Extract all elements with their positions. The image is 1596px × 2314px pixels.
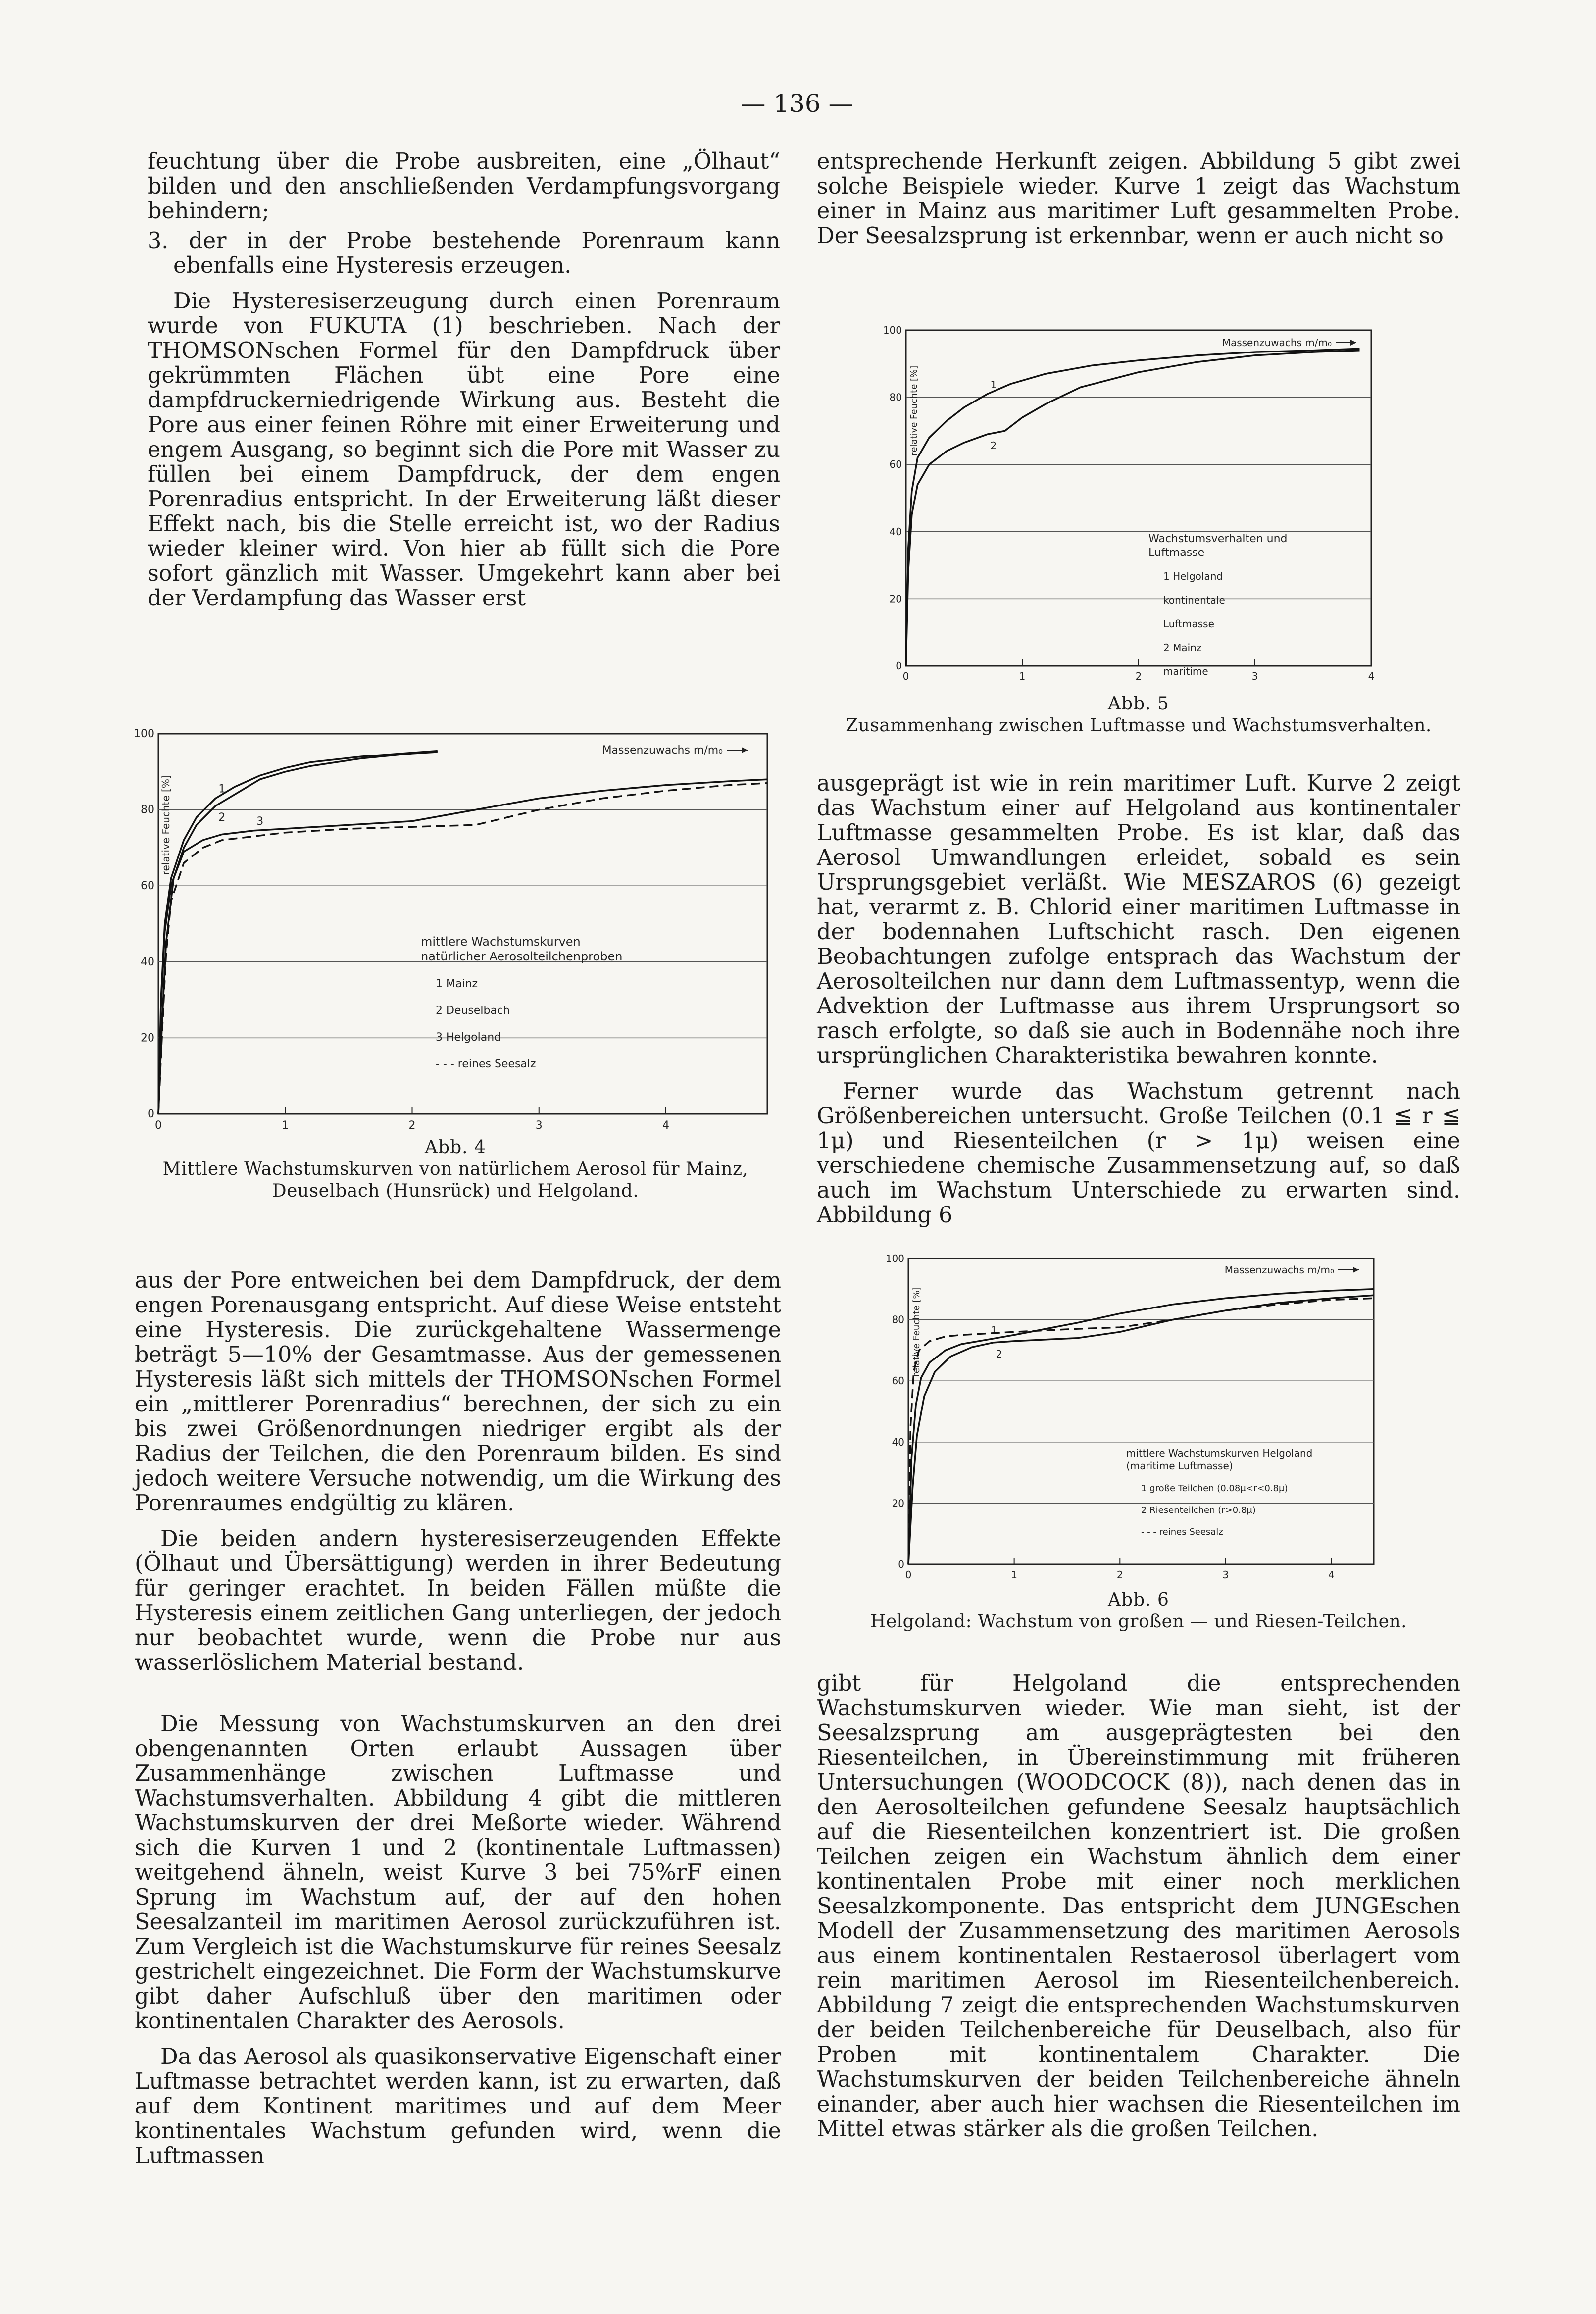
- x-tick-label: 0: [902, 670, 909, 682]
- legend-entry: kontinentale: [1163, 594, 1225, 606]
- y-tick-label: 20: [892, 1497, 904, 1509]
- paragraph: ausgeprägt ist wie in rein maritimer Luft. Kurve 2 zeigt das Wachstum einer auf Helgoland aus kontinentaler Luftmasse gesammelten Probe. Es ist klar, daß das Aerosol Umwandlungen erleidet, sobald es sein Ursprungsgebiet verläßt. Wie MESZAROS (6) gezeigt hat, verarmt z. B. Chlorid einer maritimen Luftmasse in der bodennahen Luftschicht rasch. Den eigenen Beobachtungen zufolge entsprach das Wachstum der Aerosolteilchen nur dann dem Luftmassentyp, wenn die Advektion der Luftmasse aus ihrem Ursprungsort so rasch erfolgte, so daß sie auch in Bodennähe noch ihre ursprünglichen Charakteristika bewahren konnte.: [817, 771, 1460, 1068]
- figure-abb6: [885, 1253, 1384, 1584]
- x-axis-arrowhead: [1350, 340, 1356, 346]
- y-tick-label: 20: [889, 593, 902, 605]
- y-tick-label: 100: [883, 324, 902, 336]
- legend-entry: - - - reines Seesalz: [1141, 1527, 1223, 1537]
- legend-entry: 2 Mainz: [1163, 642, 1202, 654]
- y-tick-label: 20: [141, 1032, 154, 1045]
- series-label: 1: [991, 1324, 997, 1336]
- x-tick-label: 1: [282, 1119, 289, 1132]
- y-tick-label: 60: [141, 880, 154, 893]
- series-label: 2: [990, 440, 997, 452]
- chart-abb6: [885, 1253, 1384, 1584]
- right-column-block-3: [817, 1671, 1460, 2142]
- series-line-2: [158, 752, 438, 1114]
- legend-entry: maritime: [1163, 665, 1208, 677]
- y-tick-label: 40: [892, 1436, 904, 1448]
- x-tick-label: 3: [1222, 1569, 1229, 1581]
- legend-entry: - - - reines Seesalz: [436, 1058, 536, 1070]
- figure-abb4: [134, 728, 777, 1139]
- x-axis-label: Massenzuwachs m/m₀: [1224, 1264, 1334, 1276]
- series-line-2: [908, 1295, 1374, 1564]
- legend-entry: 1 Mainz: [436, 978, 478, 990]
- legend-entry: 2 Deuselbach: [436, 1005, 510, 1017]
- x-tick-label: 3: [535, 1119, 543, 1132]
- paragraph: entsprechende Herkunft zeigen. Abbildung 5 gibt zwei solche Beispiele wieder. Kurve 1 zeigt das Wachstum einer in Mainz aus maritimer Luft gesammelten Probe. Der Seesalzsprung ist erkennbar, wenn er auch nicht so: [817, 149, 1460, 249]
- paragraph: gibt für Helgoland die entsprechenden Wachstumskurven wieder. Wie man sieht, ist der Seesalzsprung am ausgeprägtesten bei den Riesenteilchen, in Übereinstimmung mit früheren Untersuchungen (WOODCOCK (8)), nach denen das in den Aerosolteilchen gefundene Seesalz hauptsächlich auf die Riesenteilchen konzentriert ist. Die großen Teilchen zeigen ein Wachstum ähnlich dem einer kontinentalen Probe mit einer noch merklichen Seesalzkomponente. Das entspricht dem JUNGEschen Modell der Zusammensetzung des maritimen Aerosols aus einem kontinentalen Restaerosol überlagert vom rein maritimen Aerosol im Riesenteilchenbereich. Abbildung 7 zeigt die entsprechenden Wachstumskurven der beiden Teilchenbereiche für Deuselbach, also für Proben mit kontinentalem Charakter. Die Wachstumskurven der beiden Teilchenbereiche ähneln einander, aber auch hier wachsen die Riesenteilchen im Mittel etwas stärker als die großen Teilchen.: [817, 1671, 1460, 2142]
- x-axis-arrowhead: [742, 747, 748, 753]
- series-label: 2: [996, 1348, 1002, 1360]
- y-tick-label: 100: [885, 1253, 904, 1264]
- y-tick-label: 40: [141, 956, 154, 968]
- series-line-1: [906, 349, 1360, 666]
- figure-abb5: [883, 324, 1381, 688]
- right-column-block-1: [817, 150, 1460, 249]
- chart-abb5: [883, 324, 1381, 688]
- series-line-1: [158, 751, 438, 1114]
- caption-number: Abb. 6: [1108, 1590, 1169, 1610]
- legend-title: Wachstumsverhalten und Luftmasse: [1148, 533, 1288, 559]
- y-tick-label: 80: [889, 391, 902, 403]
- paragraph: Die beiden andern hysteresiserzeugenden Effekte (Ölhaut und Übersättigung) werden in ihrer Bedeutung für geringer erachtet. In beiden Fällen müßte die Hysteresis einem zeitlichen Gang unterliegen, der jedoch nur beobachtet wurde, wenn die Probe nur aus wasserlöslichem Material bestand.: [135, 1526, 781, 1675]
- y-tick-label: 80: [141, 804, 154, 816]
- legend-entry: 1 Helgoland: [1163, 570, 1223, 582]
- legend-title: mittlere Wachstumskurven natürlicher Aerosolteilchenproben: [421, 935, 623, 963]
- paragraph: Die Messung von Wachstumskurven an den drei obengenannten Orten erlaubt Aussagen über Zusammenhänge zwischen Luftmasse und Wachstumsverhalten. Abbildung 4 gibt die mittleren Wachstumskurven der drei Meßorte wieder. Während sich die Kurven 1 und 2 (kontinentale Luftmassen) weitgehend ähneln, weist Kurve 3 bei 75%rF einen Sprung im Wachstum auf, der auf den hohen Seesalzanteil im maritimen Aerosol zurückzuführen ist. Zum Vergleich ist die Wachstumskurve für reines Seesalz gestrichelt eingezeichnet. Die Form der Wachstumskurve gibt daher Aufschluß über den maritimen oder kontinentalen Charakter des Aerosols.: [135, 1711, 781, 2034]
- y-tick-label: 100: [134, 728, 154, 740]
- caption-abb6: [817, 1589, 1460, 1633]
- y-axis-label: relative Feuchte [%]: [911, 1287, 922, 1377]
- y-tick-label: 80: [892, 1313, 904, 1326]
- series-label: 1: [218, 783, 226, 796]
- x-tick-label: 1: [1011, 1569, 1018, 1581]
- x-tick-label: 1: [1019, 670, 1026, 682]
- x-tick-label: 2: [1116, 1569, 1123, 1581]
- y-tick-label: 40: [889, 525, 902, 538]
- y-tick-label: 60: [889, 458, 902, 471]
- x-axis-label: Massenzuwachs m/m₀: [602, 744, 723, 756]
- series-label: 1: [990, 378, 997, 391]
- paragraph: Ferner wurde das Wachstum getrennt nach Größenbereichen untersucht. Große Teilchen (0.1 ≦ r ≦ 1μ) und Riesenteilchen (r > 1μ) weisen eine verschiedene chemische Zusammensetzung auf, so daß auch im Wachstum Unterschiede zu erwarten sind. Abbildung 6: [817, 1079, 1460, 1228]
- x-tick-label: 4: [1328, 1569, 1335, 1581]
- x-tick-label: 2: [1135, 670, 1142, 682]
- legend-title: mittlere Wachstumskurven Helgoland (maritime Luftmasse): [1126, 1447, 1313, 1472]
- x-tick-label: 4: [662, 1119, 669, 1132]
- x-tick-label: 0: [155, 1119, 162, 1132]
- x-tick-label: 3: [1251, 670, 1258, 682]
- right-column-block-2: [817, 771, 1460, 1228]
- caption-number: Abb. 4: [425, 1137, 486, 1157]
- caption-abb5: [817, 693, 1460, 737]
- y-tick-label: 60: [892, 1375, 904, 1387]
- y-tick-label: 0: [148, 1108, 154, 1120]
- legend-entry: 2 Riesenteilchen (r>0.8μ): [1141, 1505, 1256, 1515]
- caption-text: Zusammenhang zwischen Luftmasse und Wachstumsverhalten.: [846, 715, 1432, 736]
- y-axis-label: relative Feuchte [%]: [160, 775, 172, 875]
- x-tick-label: 0: [905, 1569, 912, 1581]
- series-line-1: [908, 1289, 1374, 1564]
- legend-entry: 3 Helgoland: [436, 1031, 501, 1044]
- left-column-block-2: [135, 1268, 781, 1675]
- page-number: — 136 —: [741, 89, 853, 118]
- legend-entry: 1 große Teilchen (0.08μ<r<0.8μ): [1141, 1483, 1288, 1494]
- y-tick-label: 0: [898, 1559, 904, 1570]
- plot-frame: [158, 734, 767, 1114]
- x-tick-label: 2: [408, 1119, 416, 1132]
- caption-abb4: [134, 1137, 777, 1202]
- paragraph: aus der Pore entweichen bei dem Dampfdruck, der dem engen Porenausgang entspricht. Auf diese Weise entsteht eine Hysteresis. Die zurückgehaltene Wassermenge beträgt 5—10% der Gesamtmasse. Aus der gemessenen Hysteresis läßt sich mittels der THOMSONschen Formel ein „mittlerer Porenradius“ berechnen, der sich zu ein bis zwei Größenordnungen niedriger ergibt als der Radius der Teilchen, die den Porenraum bilden. Es sind jedoch weitere Versuche notwendig, um die Wirkung des Porenraumes endgültig zu klären.: [135, 1268, 781, 1516]
- series-line-seesalz: [908, 1298, 1374, 1564]
- list-item-3: 3. der in der Probe bestehende Porenraum kann ebenfalls eine Hysteresis erzeugen.: [148, 228, 780, 278]
- left-column-block-1: [148, 150, 780, 611]
- y-tick-label: 0: [896, 660, 902, 672]
- series-label: 3: [256, 815, 264, 828]
- series-label: 2: [218, 811, 226, 824]
- left-column-block-3: [135, 1712, 781, 2168]
- legend-entry: Luftmasse: [1163, 618, 1214, 630]
- chart-abb4: [134, 728, 777, 1139]
- paragraph: Die Hysteresiserzeugung durch einen Porenraum wurde von FUKUTA (1) beschrieben. Nach der THOMSONschen Formel für den Dampfdruck über gekrümmten Flächen übt eine Pore eine dampfdruckerniedrigende Wirkung aus. Besteht die Pore aus einer feinen Röhre mit einer Erweiterung und engem Ausgang, so beginnt sich die Pore mit Wasser zu füllen bei einem Dampfdruck, der dem engen Porenradius entspricht. In der Erweiterung läßt dieser Effekt nach, bis die Stelle erreicht ist, wo der Radius wieder kleiner wird. Von hier ab füllt sich die Pore sofort gänzlich mit Wasser. Umgekehrt kann aber bei der Verdampfung das Wasser erst: [148, 289, 780, 611]
- y-axis-label: relative Feuchte [%]: [909, 365, 919, 456]
- caption-text: Mittlere Wachstumskurven von natürlichem Aerosol für Mainz, Deuselbach (Hunsrück) und Helgoland.: [162, 1159, 748, 1201]
- plot-frame: [908, 1258, 1374, 1564]
- caption-number: Abb. 5: [1108, 694, 1169, 714]
- caption-text: Helgoland: Wachstum von großen — und Riesen-Teilchen.: [870, 1611, 1407, 1632]
- paragraph: feuchtung über die Probe ausbreiten, eine „Ölhaut“ bilden und den anschließenden Verdampfungsvorgang behindern;: [148, 149, 780, 224]
- x-axis-arrowhead: [1353, 1267, 1359, 1273]
- paragraph: Da das Aerosol als quasikonservative Eigenschaft einer Luftmasse betrachtet werden kann, ist zu erwarten, daß auf dem Kontinent maritimes und auf dem Meer kontinentales Wachstum gefunden wird, wenn die Luftmassen: [135, 2044, 781, 2168]
- plot-frame: [906, 330, 1371, 666]
- x-tick-label: 4: [1368, 670, 1375, 682]
- x-axis-label: Massenzuwachs m/m₀: [1222, 337, 1332, 349]
